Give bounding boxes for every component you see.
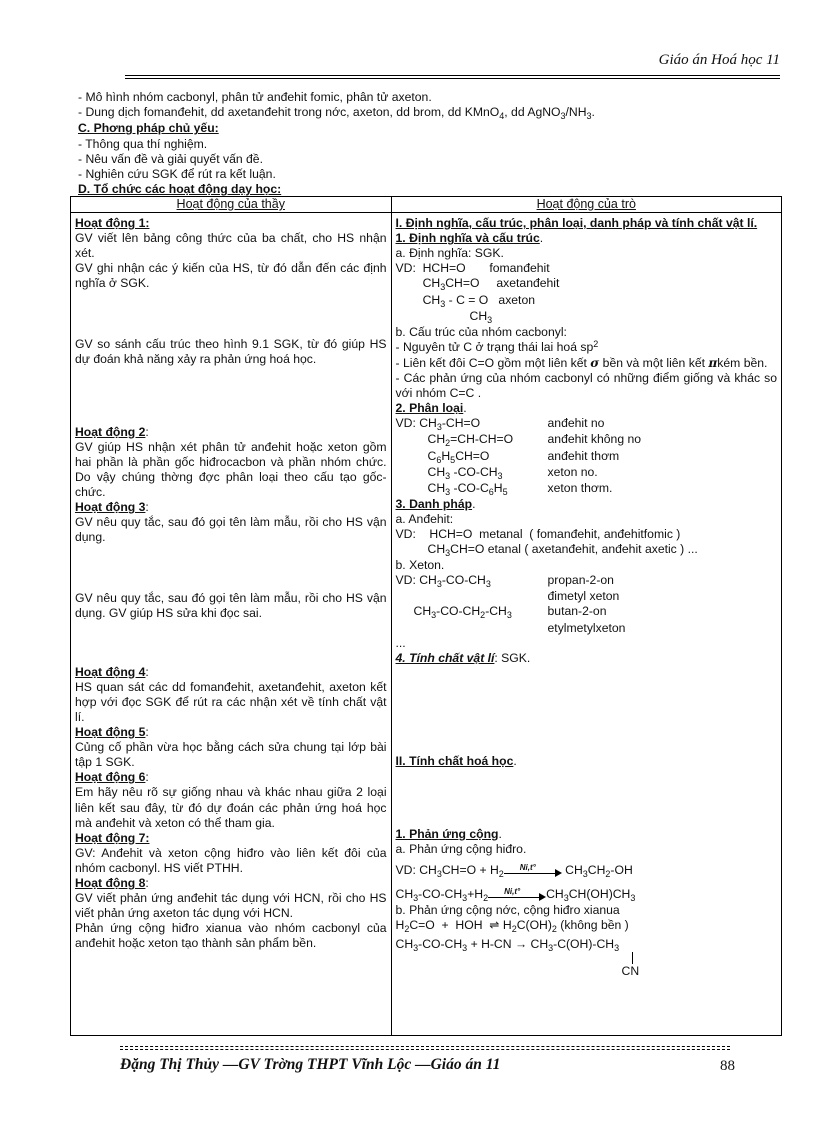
classification-list: [396, 416, 777, 496]
spacer: [75, 292, 387, 337]
text: - Nguyên tử C ở trạng thái lai hoá sp: [395, 339, 594, 354]
text-line: b. Cấu trúc của nhóm cacbonyl:: [395, 324, 567, 339]
text: CH: [427, 464, 446, 479]
table-header-row: [71, 197, 782, 213]
subscript: 2: [404, 924, 410, 935]
heading-text: 2. Phân loại: [395, 401, 464, 416]
subscript: 3: [436, 579, 442, 590]
subscript: 3: [582, 869, 588, 880]
text: .: [513, 753, 517, 768]
catalyst-label: Ni,t°: [519, 862, 536, 872]
text: anđehit không no: [547, 432, 642, 447]
equation-line: [396, 863, 777, 879]
heading-text: 1. Định nghĩa và cấu trúc: [395, 231, 540, 246]
activity-text: GV: Anđehit và xeton cộng hiđro vào liên kết đôi của nhóm cacbonyl. HS viết PTHH.: [75, 845, 387, 875]
pi-symbol: π: [708, 355, 718, 370]
subscript: 2: [605, 869, 611, 880]
activity-text: GV viết lên bảng công thức của ba chất, cho HS nhận xét.: [75, 231, 387, 261]
text: kém bền.: [717, 355, 768, 370]
formula-line: [396, 432, 777, 448]
formula-line: [396, 465, 777, 481]
text: CH=O + H: [441, 863, 499, 878]
subscript: 3: [462, 893, 468, 904]
text: CH: [587, 863, 606, 878]
header-rule: [125, 75, 780, 79]
text: CH=O: [455, 448, 490, 463]
intro-line: - Nêu vấn đề và giải quyết vấn đề.: [78, 151, 263, 166]
text: VD: CH: [395, 573, 437, 588]
header-title: Giáo án Hoá học 11: [658, 52, 780, 68]
subscript: 3: [506, 610, 512, 621]
text: .: [498, 826, 502, 841]
subscript: 3: [630, 893, 636, 904]
subscript: 5: [450, 454, 456, 465]
subscript: 3: [445, 470, 451, 481]
subscript: 3: [436, 422, 442, 433]
page-number: 88: [720, 1058, 735, 1074]
text: CH=O axetanđehit: [445, 276, 560, 291]
subsection-heading: [396, 651, 777, 666]
text-line: b. Xeton.: [395, 558, 445, 573]
subsection-heading: [396, 497, 777, 512]
section-heading: C. Phơng pháp chủ yếu:: [78, 121, 219, 136]
text: .: [539, 231, 544, 246]
activity-text: Em hãy nêu rõ sự giống nhau và khác nhau giữa 2 loại liên kết sau đây, từ đó dự đoán các phản ứng hoá học mà anđehit và xeton có thể tham gia.: [75, 785, 387, 830]
subscript: 6: [488, 486, 494, 497]
text: CH(OH)CH: [568, 887, 631, 902]
subscript: 2: [445, 438, 451, 449]
heading-text: 1. Phản ứng cộng: [395, 826, 499, 841]
activity-text: GV viết phản ứng anđehit tác dụng với HCN, rồi cho HS viết phản ứng axeton tác dụng với HCN.: [75, 891, 387, 921]
heading-text: Hoạt động 2: [75, 424, 146, 439]
activity-heading: Hoạt động 1:: [75, 216, 150, 231]
formula-line: [396, 309, 777, 325]
text: H: [395, 918, 405, 933]
catalyst-label: Ni,t°: [504, 886, 521, 896]
text: xeton no.: [547, 464, 598, 479]
text: CH: [413, 604, 432, 619]
subscript: 2: [551, 924, 557, 935]
subscript: 3: [563, 893, 569, 904]
heading-text: Hoạt động 3: [75, 500, 146, 515]
activity-text: GV giúp HS nhận xét phân tử anđehit hoặc xeton gồm hai phần là phần gốc hiđrocacbon và phần nhóm chức. Do vậy chúng thờng đợc phân loại theo cấu tạo gốc-chức.: [75, 439, 387, 500]
subscript: 3: [586, 111, 592, 122]
activity-heading: Hoạt động 7:: [75, 830, 150, 845]
text: (không bền ): [556, 918, 629, 933]
heading-text: Hoạt động 4: [75, 664, 146, 679]
text: .: [463, 401, 467, 416]
reaction-arrow-icon: [504, 862, 562, 877]
activity-text: HS quan sát các dd fomanđehit, axetanđehit, axeton kết hợp với đọc SGK để rút ra các nhận xét về tính chất vật lí.: [75, 679, 387, 724]
section-heading: [396, 754, 777, 769]
heading-text: 4. Tính chất vật lí: [395, 650, 495, 665]
text: C: [427, 448, 437, 463]
activity-heading: [75, 500, 387, 515]
text: :: [145, 876, 149, 890]
subscript: 3: [440, 282, 446, 293]
text: butan-2-on: [547, 604, 607, 619]
text: -CO-CH: [441, 573, 486, 588]
header-student: Hoạt động của trò: [391, 197, 781, 213]
subscript: 2: [480, 610, 486, 621]
subscript: 6: [436, 454, 442, 465]
activity-text: GV nêu quy tắc, sau đó gọi tên làm mẫu, rồi cho HS vận dụng. GV giúp HS sửa khi đọc sai.: [75, 590, 387, 620]
text: + H-CN: [467, 937, 515, 952]
formula-line: [396, 276, 777, 292]
superscript: 2: [593, 338, 599, 349]
activity-heading: [75, 665, 387, 680]
text: VD: CH: [395, 863, 437, 878]
teacher-column: [71, 213, 392, 1036]
text: -CH: [485, 604, 507, 619]
equation-line: [396, 937, 777, 953]
subscript: 3: [487, 314, 493, 325]
text: -OH: [610, 863, 633, 878]
subscript: 3: [431, 610, 437, 621]
formula-line: [396, 604, 777, 620]
text: +H: [467, 887, 484, 902]
intro-line: - Nghiên cứu SGK để rút ra kết luận.: [78, 167, 276, 182]
spacer: [396, 666, 777, 754]
intro-section: [78, 90, 778, 197]
formula-line: VD: HCH=O fomanđehit: [395, 261, 550, 276]
text: -CO-CH: [450, 464, 498, 479]
equilibrium-arrow-icon: ⇌: [489, 918, 500, 933]
intro-line: - Thông qua thí nghiệm.: [78, 136, 208, 151]
activity-text: Củng cố phần vừa học bằng cách sửa chung tại lớp bài tập 1 SGK.: [75, 740, 387, 770]
activity-text: GV nêu quy tắc, sau đó gọi tên làm mẫu, rồi cho HS vận dụng.: [75, 515, 387, 545]
text: - Liên kết đôi C=O gồm một liên kết: [395, 355, 591, 370]
text-line: [396, 340, 777, 356]
text: C(OH): [516, 918, 552, 933]
header-teacher: Hoạt động của thầy: [71, 197, 392, 213]
heading-text: 3. Danh pháp: [395, 496, 473, 511]
text: -CO-CH: [418, 937, 463, 952]
text-line: a. Định nghĩa: SGK.: [395, 246, 504, 261]
text: .: [472, 496, 476, 511]
text: CH: [527, 937, 549, 952]
text: :: [145, 424, 149, 439]
text-line: đimetyl xeton: [547, 589, 620, 604]
activity-table: [70, 196, 782, 1036]
text: : SGK.: [494, 650, 531, 665]
text: C=O + HOH: [409, 918, 490, 933]
subscript: 3: [614, 943, 620, 954]
formula-line: [396, 481, 777, 497]
footer-rule: [120, 1046, 730, 1050]
subscript: 3: [445, 486, 451, 497]
formula-line: VD: HCH=O metanal ( fomanđehit, anđehitfomic ): [395, 526, 681, 541]
section-heading: I. Định nghĩa, cấu trúc, phân loại, danh pháp và tính chất vật lí.: [395, 216, 758, 231]
text: CH: [427, 542, 446, 557]
heading-text: Hoạt động 6: [75, 770, 146, 785]
activity-text: Phản ứng cộng hiđro xianua vào nhóm cacbonyl của anđehit hoặc xeton tạo thành sản phẩm bền.: [75, 921, 387, 951]
heading-text: II. Tính chất hoá học: [395, 753, 514, 768]
text: CH: [469, 308, 488, 323]
text: propan-2-on: [547, 573, 614, 588]
subscript: 3: [548, 943, 554, 954]
formula-line: [396, 449, 777, 465]
section-heading: D. Tổ chức các hoạt động dạy học:: [78, 182, 282, 197]
subscript: 3: [445, 548, 451, 559]
text: :: [145, 664, 149, 679]
text-line: - Các phản ứng của nhóm cacbonyl có những điểm giống và khác so với nhóm C=C .: [395, 371, 777, 401]
formula-line: [396, 293, 777, 309]
text: CH: [395, 887, 414, 902]
text: bền và một liên kết: [599, 355, 709, 370]
subscript: 3: [462, 943, 468, 954]
activity-heading: [75, 876, 387, 891]
text: :: [145, 725, 149, 740]
intro-line: - Mô hình nhóm cacbonyl, phân tử anđehit fomic, phân tử axeton.: [78, 90, 432, 104]
subscript: 3: [436, 869, 442, 880]
subscript: 3: [413, 893, 419, 904]
text: CH: [395, 276, 441, 291]
text: =CH-CH=O: [450, 432, 514, 447]
text: .: [591, 105, 595, 120]
text-line: ...: [395, 635, 406, 650]
formula-line: [396, 416, 777, 432]
text: CH: [395, 937, 414, 952]
text: anđehit thơm: [547, 448, 620, 463]
equation-line: [396, 918, 777, 934]
subsection-heading: [396, 401, 777, 416]
table-row: [71, 213, 782, 1036]
spacer: [75, 367, 387, 425]
text: CH=O etanal ( axetanđehit, anđehit axetic ) ...: [450, 542, 698, 557]
spacer: [75, 621, 387, 665]
subscript: 3: [440, 298, 446, 309]
text: -C(OH)-CH: [553, 937, 615, 952]
text: CH: [561, 863, 583, 878]
activity-heading: [75, 770, 387, 785]
subscript: 2: [498, 869, 504, 880]
text: VD: CH: [395, 416, 437, 431]
text: H: [441, 448, 451, 463]
activity-heading: [75, 425, 387, 440]
text: - Dung dịch fomanđehit, dd axetanđehit trong nớc, axeton, dd brom, dd KMnO: [78, 105, 500, 120]
reaction-arrow-icon: →: [514, 937, 528, 952]
subscript: 3: [485, 579, 491, 590]
text-line: b. Phản ứng cộng nớc, cộng hiđro xianua: [395, 903, 620, 918]
text: CH: [427, 432, 446, 447]
text: /NH: [565, 105, 587, 120]
text: anđehit no: [547, 416, 605, 431]
subscript: 3: [413, 943, 419, 954]
text: :: [145, 500, 149, 515]
text: CH: [395, 292, 441, 307]
sigma-symbol: σ: [590, 355, 600, 370]
footer-text: Đặng Thị Thủy —GV Trờng THPT Vĩnh Lộc —Giáo án 11: [120, 1056, 501, 1073]
text-line: a. Phản ứng cộng hiđro.: [395, 842, 527, 856]
subscript: 5: [502, 486, 508, 497]
subscript: 4: [499, 111, 505, 122]
text: -CO-CH: [436, 604, 481, 619]
spacer: [75, 546, 387, 591]
intro-line: [78, 105, 778, 121]
subscript: 3: [560, 111, 566, 122]
subscript: 2: [511, 924, 517, 935]
activity-heading: [75, 725, 387, 740]
activity-text: GV ghi nhận các ý kiến của HS, từ đó dẫn đến các định nghĩa ở SGK.: [75, 261, 387, 291]
text: -CO-C: [450, 480, 489, 495]
text: H: [499, 918, 512, 933]
text: - C = O axeton: [445, 292, 536, 307]
text: :: [145, 770, 149, 785]
cn-branch: [396, 954, 777, 980]
text: -CO-CH: [418, 887, 463, 902]
formula-line: [396, 542, 777, 558]
text-line: etylmetylxeton: [547, 620, 626, 635]
subscript: 3: [497, 470, 503, 481]
heading-text: Hoạt động 5: [75, 725, 146, 740]
subsection-heading: [396, 231, 777, 246]
student-column: [391, 213, 781, 1036]
activity-text: GV so sánh cấu trúc theo hình 9.1 SGK, từ đó giúp HS dự đoán khả năng xảy ra phản ứng hoá học.: [75, 336, 387, 366]
text: CH: [546, 887, 564, 902]
equation-line: [396, 887, 777, 903]
text: H: [493, 480, 503, 495]
text-line: a. Anđehit:: [395, 511, 454, 526]
spacer: [396, 769, 777, 827]
text: CH: [427, 480, 446, 495]
text: xeton thơm.: [547, 480, 613, 495]
heading-text: Hoạt động 8: [75, 876, 146, 890]
text-line: [396, 356, 777, 371]
subsection-heading: [396, 827, 777, 842]
text: -CH=O: [441, 416, 481, 431]
text: , dd AgNO: [504, 105, 561, 120]
formula-line: [396, 573, 777, 589]
text: CN: [621, 963, 640, 978]
reaction-arrow-icon: [488, 886, 546, 901]
subscript: 2: [483, 893, 489, 904]
